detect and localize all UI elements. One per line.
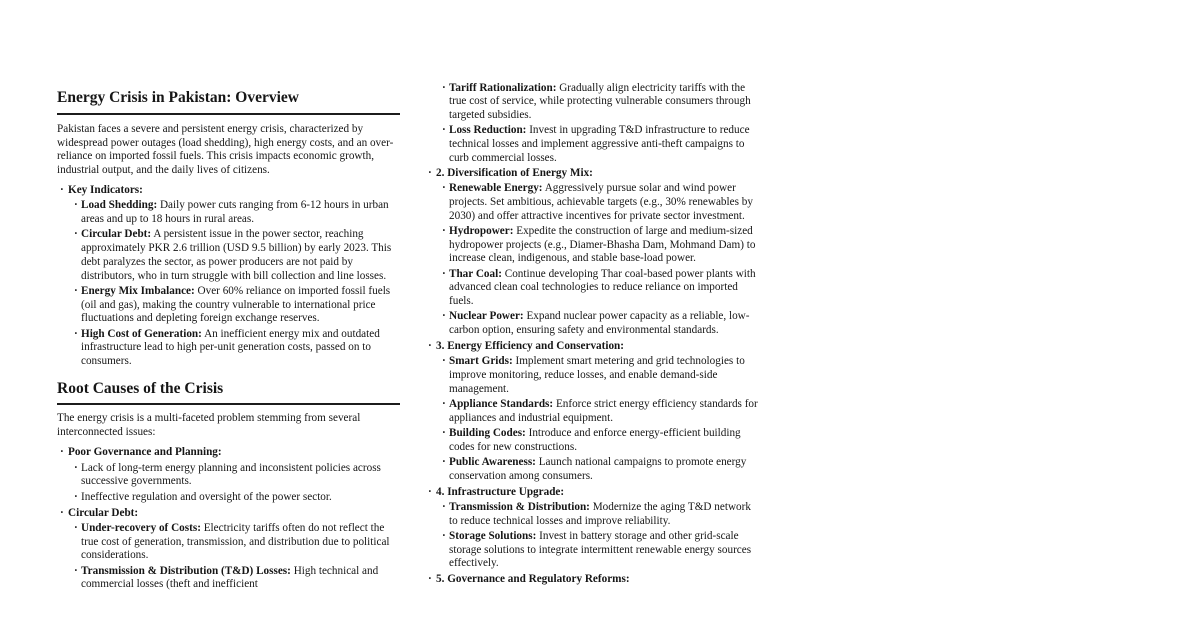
item-text: Invest in upgrading T&D infrastructure to reduce technical losses and implement aggressive anti-theft campaigns to curb commercial losses.	[449, 124, 750, 164]
item-text: Gradually align electricity tariffs with the true cost of service, while protecting vulnerable consumers through targeted subsidies.	[449, 81, 751, 121]
item-text: An inefficient energy mix and outdated infrastructure lead to high per-unit generation costs, passed on to consumers.	[81, 327, 380, 367]
efficiency-sublist	[436, 355, 762, 483]
list-item-td-losses	[68, 565, 400, 592]
left-column	[57, 89, 400, 594]
item-label: Hydropower:	[449, 225, 514, 237]
item-label: Under-recovery of Costs:	[81, 521, 201, 534]
item-label: Thar Coal:	[449, 267, 502, 280]
right-column	[425, 80, 762, 589]
overview-paragraph: Pakistan faces a severe and persistent energy crisis, characterized by widespread power outages (load shedding), high energy costs, and an over-reliance on imported fossil fuels. This crisis impacts economic growth, industrial output, and the daily lives of citizens.	[57, 122, 394, 176]
item-text: Enforce strict energy efficiency standards for appliances and industrial equipment.	[449, 398, 758, 424]
item-label: Loss Reduction:	[449, 124, 527, 137]
key-indicators-list	[57, 184, 400, 369]
item-label: Circular Debt:	[68, 506, 139, 519]
list-item-smart-grids	[436, 355, 762, 396]
list-item-storage-solutions	[436, 530, 762, 571]
list-item-loss-reduction	[436, 124, 762, 165]
item-label: Nuclear Power:	[449, 310, 524, 323]
item-text: Modernize the aging T&D network to reduce technical losses and improve reliability.	[449, 500, 751, 527]
list-item-hydropower	[436, 225, 762, 266]
item-label: Public Awareness:	[449, 456, 536, 468]
item-text: Aggressively pursue solar and wind power projects. Set ambitious, achievable targets (e.g., 30% renewables by 2030) and offer attractive incentives for private sector investment.	[449, 182, 753, 222]
item-label: Poor Governance and Planning:	[68, 446, 222, 459]
list-item	[68, 491, 400, 505]
list-item-thar-coal	[436, 268, 762, 309]
item-label: 4. Infrastructure Upgrade:	[436, 485, 565, 498]
item-label: Appliance Standards:	[449, 398, 554, 410]
item-text: High technical and commercial losses (theft and inefficient	[81, 564, 379, 591]
list-item-circular-debt-cause	[57, 507, 400, 592]
item-label: Tariff Rationalization:	[449, 81, 557, 94]
list-item-appliance-standards	[436, 398, 762, 425]
item-text: Daily power cuts ranging from 6-12 hours in urban areas and up to 18 hours in rural areas.	[81, 199, 389, 226]
list-item-efficiency-conservation	[425, 340, 762, 483]
item-label: Storage Solutions:	[449, 529, 537, 542]
list-item-infrastructure-upgrade	[425, 486, 762, 571]
list-item-circular-debt	[68, 228, 400, 283]
list-item	[68, 462, 400, 489]
infrastructure-sublist	[436, 501, 762, 571]
continued-sublist	[436, 82, 762, 166]
list-item-tariff-rationalization	[436, 82, 762, 123]
list-item-building-codes	[436, 427, 762, 454]
item-label: Transmission & Distribution:	[449, 500, 590, 513]
key-indicators-sublist	[68, 199, 400, 368]
item-text: Over 60% reliance on imported fossil fuels (oil and gas), making the country vulnerable to international price fluctuations and depleting foreign exchange reserves.	[81, 284, 391, 325]
item-label: Energy Mix Imbalance:	[81, 284, 195, 297]
list-item-governance-reforms	[425, 573, 762, 587]
list-item-energy-mix-imbalance	[68, 285, 400, 326]
item-text: Introduce and enforce energy-efficient building codes for new constructions.	[449, 427, 741, 453]
poor-governance-sublist	[68, 462, 400, 505]
list-item-public-awareness	[436, 456, 762, 483]
item-label: 5. Governance and Regulatory Reforms:	[436, 573, 630, 586]
list-item-under-recovery	[68, 522, 400, 563]
item-label: Smart Grids:	[449, 355, 513, 368]
list-item-load-shedding	[68, 199, 400, 226]
item-label: Key Indicators:	[68, 184, 143, 197]
item-text: Lack of long-term energy planning and inconsistent policies across successive governments.	[81, 461, 381, 488]
circular-debt-sublist	[68, 522, 400, 592]
root-causes-list	[57, 446, 400, 592]
item-text: Expedite the construction of large and medium-sized hydropower projects (e.g., Diamer-Bhasha Dam, Mohmand Dam) to increase clean, indigenous, and stable base-load power.	[449, 225, 756, 265]
list-item-renewable-energy	[436, 182, 762, 223]
item-label: 3. Energy Efficiency and Conservation:	[436, 340, 625, 352]
item-label: High Cost of Generation:	[81, 327, 202, 340]
item-text: Electricity tariffs often do not reflect the true cost of generation, transmission, and distribution due to political considerations.	[81, 521, 390, 562]
item-label: 2. Diversification of Energy Mix:	[436, 167, 593, 179]
item-text: Continue developing Thar coal-based power plants with advanced clean coal technologies to reduce reliance on imported fuels.	[449, 267, 756, 308]
heading-energy-crisis-overview: Energy Crisis in Pakistan: Overview	[57, 89, 400, 115]
root-causes-paragraph: The energy crisis is a multi-faceted problem stemming from several interconnected issues:	[57, 412, 361, 439]
item-text: A persistent issue in the power sector, reaching approximately PKR 2.6 trillion (USD 9.5 billion) by early 2023. This debt paralyzes the sector, as power producers are not paid by distributors, who in turn struggle with bill collection and line losses.	[81, 228, 392, 282]
list-item-high-cost-of-generation	[68, 328, 400, 369]
list-item-key-indicators	[57, 184, 400, 369]
item-label: Load Shedding:	[81, 199, 158, 212]
list-item-transmission-distribution	[436, 501, 762, 528]
item-text: Ineffective regulation and oversight of the power sector.	[81, 490, 332, 503]
list-item-poor-governance	[57, 446, 400, 504]
diversification-sublist	[436, 182, 762, 338]
item-label: Renewable Energy:	[449, 182, 543, 195]
heading-root-causes: Root Causes of the Crisis	[57, 380, 400, 406]
item-label: Circular Debt:	[81, 228, 152, 241]
item-label: Transmission & Distribution (T&D) Losses:	[81, 564, 291, 577]
solutions-list	[425, 167, 762, 587]
item-text: Invest in battery storage and other grid-scale storage solutions to integrate intermittent renewable energy sources effectively.	[449, 529, 752, 570]
item-text: Implement smart metering and grid technologies to improve monitoring, reduce losses, and enable demand-side management.	[449, 355, 745, 395]
list-item-diversification	[425, 167, 762, 338]
item-label: Building Codes:	[449, 427, 526, 439]
list-item-nuclear-power	[436, 310, 762, 337]
item-text: Launch national campaigns to promote energy conservation among consumers.	[449, 456, 747, 482]
item-text: Expand nuclear power capacity as a reliable, low-carbon option, ensuring safety and environmental standards.	[449, 310, 750, 337]
